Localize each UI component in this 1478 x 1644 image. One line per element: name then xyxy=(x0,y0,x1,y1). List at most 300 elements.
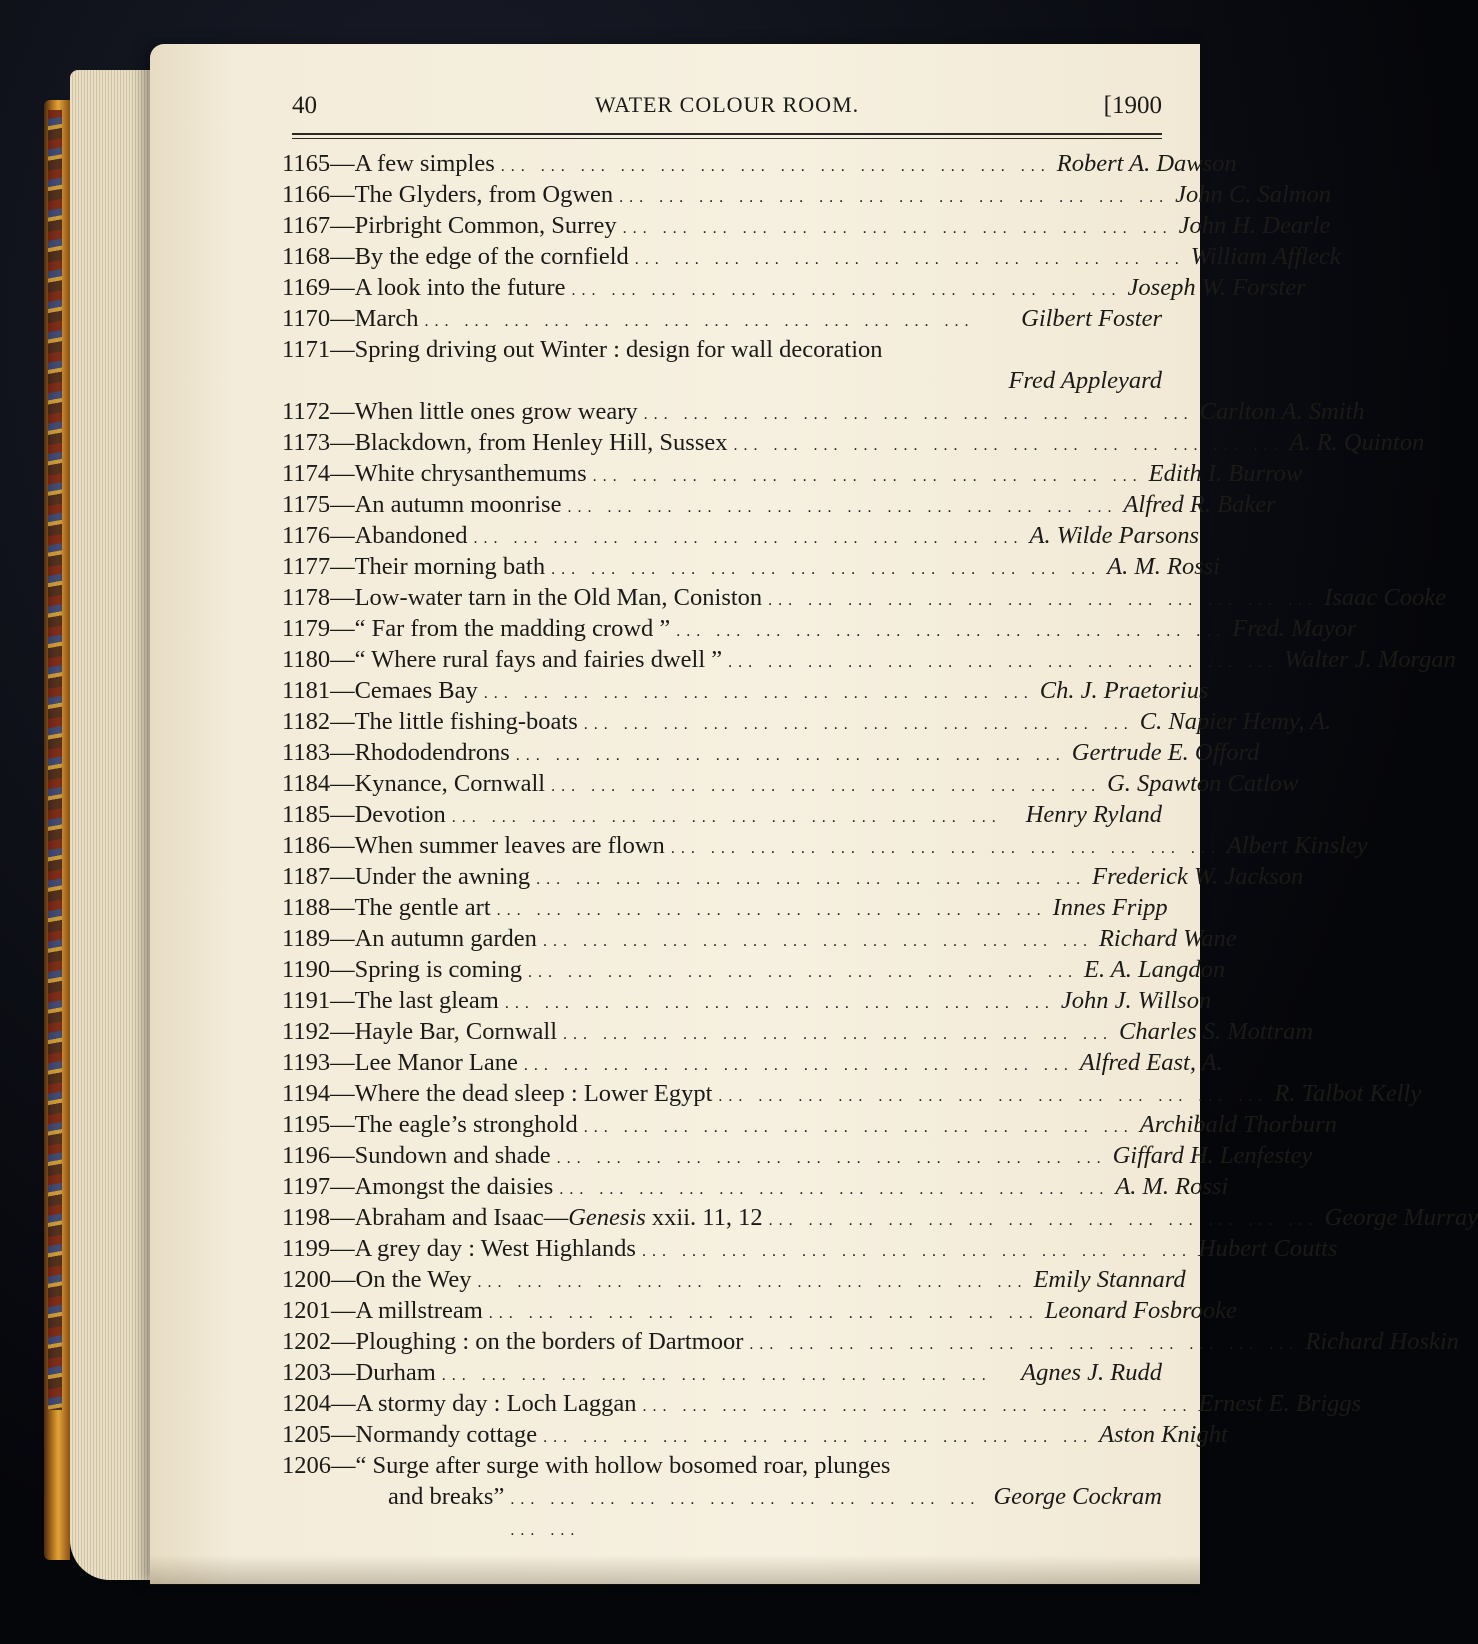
entry-number-value: 1167 xyxy=(282,212,331,239)
entry-title xyxy=(355,613,671,644)
entry-title-text: A grey day : West Highlands xyxy=(354,1235,636,1262)
entry-title xyxy=(355,985,499,1016)
leader-dots: ... ... ... ... ... ... ... ... ... ... ... ... ... ... xyxy=(473,530,1024,547)
entry-number xyxy=(282,1419,356,1450)
header-rule-thick xyxy=(292,133,1162,135)
entry-number xyxy=(282,1233,355,1264)
list-item xyxy=(282,489,1276,520)
entry-dash: — xyxy=(330,584,355,611)
entry-title xyxy=(355,1109,578,1140)
entry-artist: Ch. J. Praetorius xyxy=(1039,677,1209,704)
list-item xyxy=(282,396,1365,427)
entry-number xyxy=(282,520,355,551)
page-year: [1900 xyxy=(1103,92,1162,119)
entry-dash: — xyxy=(330,181,355,208)
entry-title xyxy=(355,458,587,489)
entry-title xyxy=(355,520,468,551)
entry-number xyxy=(282,861,355,892)
entry-artist: Walter J. Morgan xyxy=(1284,646,1456,673)
page-title: WATER COLOUR ROOM. xyxy=(594,92,860,117)
entry-artist: R. Talbot Kelly xyxy=(1274,1080,1422,1107)
leader-dots: ... ... ... ... ... ... ... ... ... ... ... ... ... ... xyxy=(488,1305,1039,1322)
entry-number xyxy=(282,923,355,954)
entry-number xyxy=(282,644,355,675)
list-item xyxy=(282,954,1226,985)
entry-title-text: Blackdown, from Henley Hill, Sussex xyxy=(354,429,728,456)
entry-number-value: 1176 xyxy=(282,522,331,549)
entry-title xyxy=(355,892,491,923)
entry-dash: — xyxy=(330,274,355,301)
entry-number xyxy=(282,1109,355,1140)
entry-artist: Charles S. Mottram xyxy=(1119,1018,1314,1045)
entry-number xyxy=(282,1047,355,1078)
entry-artist: Robert A. Dawson xyxy=(1056,150,1237,177)
entry-title xyxy=(355,1078,713,1109)
leader-dots: ... ... ... ... ... ... ... ... ... ... ... ... ... ... xyxy=(670,840,1221,857)
leader-dots: ... ... ... ... ... ... ... ... ... ... ... ... ... ... xyxy=(634,251,1185,268)
entry-title-text: The little fishing-boats xyxy=(354,708,578,735)
leader-dots: ... ... ... ... ... ... ... ... ... ... ... ... ... ... xyxy=(551,561,1102,578)
entry-title-text: Hayle Bar, Cornwall xyxy=(354,1018,558,1045)
leader-dots: ... ... ... ... ... ... ... ... ... ... ... ... ... ... xyxy=(619,189,1170,206)
entry-dash: — xyxy=(330,677,355,704)
leader-dots: ... ... ... ... ... ... ... ... ... ... ... ... ... ... xyxy=(718,1088,1269,1105)
entry-title-text: Kynance, Cornwall xyxy=(354,770,546,797)
entry-number xyxy=(282,1357,356,1388)
entry-number-value: 1165 xyxy=(282,150,331,177)
entry-artist: Alfred R. Baker xyxy=(1123,491,1276,518)
entry-number-value: 1183 xyxy=(282,739,331,766)
entry-title-text: White chrysanthemums xyxy=(354,460,587,487)
entry-dash: — xyxy=(331,1359,356,1386)
entry-artist: Agnes J. Rudd xyxy=(1021,1359,1162,1386)
catalogue-list xyxy=(282,148,1478,1539)
entry-artist: Fred Appleyard xyxy=(1008,367,1162,394)
leader-dots: ... ... ... ... ... ... ... ... ... ... ... ... ... ... xyxy=(583,716,1134,733)
leader-dots: ... ... ... ... ... ... ... ... ... ... ... ... ... ... xyxy=(563,1026,1114,1043)
header-rule-thin xyxy=(292,138,1162,139)
entry-title xyxy=(355,1233,636,1264)
entry-number-value: 1181 xyxy=(282,677,331,704)
entry-title-text: “ Where rural fays and fairies dwell ” xyxy=(354,646,723,673)
entry-number-value: 1178 xyxy=(282,584,331,611)
leader-dots: ... ... ... ... ... ... ... ... ... ... ... ... ... ... xyxy=(592,468,1143,485)
list-item xyxy=(282,737,1260,768)
entry-title-text: An autumn garden xyxy=(354,925,537,952)
entry-title xyxy=(355,489,562,520)
entry-number xyxy=(282,1202,355,1233)
entry-number-value: 1206 xyxy=(282,1452,331,1479)
entry-artist: Emily Stannard xyxy=(1033,1266,1186,1293)
list-item xyxy=(282,1016,1314,1047)
list-item xyxy=(282,1109,1337,1140)
entry-artist: Isaac Cooke xyxy=(1324,584,1446,611)
entry-title xyxy=(356,1264,472,1295)
entry-title-text: Under the awning xyxy=(354,863,531,890)
entry-dash: — xyxy=(330,1204,355,1231)
entry-number-value: 1185 xyxy=(282,801,331,828)
entry-title: Spring driving out Winter : design for wall decoration xyxy=(354,336,883,363)
leader-dots: ... ... ... ... ... ... ... ... ... ... ... ... ... ... xyxy=(642,1398,1193,1415)
entry-number-value: 1195 xyxy=(282,1111,331,1138)
entry-artist: Richard Wane xyxy=(1098,925,1237,952)
entry-title-text: Abandoned xyxy=(354,522,468,549)
entry-number-value: 1168 xyxy=(282,243,331,270)
entry-number-value: 1177 xyxy=(282,553,331,580)
entry-title xyxy=(356,1357,436,1388)
entry-artist: John H. Dearle xyxy=(1178,212,1331,239)
entry-number xyxy=(282,1326,356,1357)
entry-number xyxy=(282,613,355,644)
list-item xyxy=(282,1202,1478,1233)
entry-dash: — xyxy=(330,1173,355,1200)
entry-title-text: A millstream xyxy=(355,1297,483,1324)
entry-title xyxy=(355,148,495,179)
entry-title xyxy=(355,1016,557,1047)
entry-artist: George Cockram xyxy=(993,1483,1162,1510)
entry-number xyxy=(282,1264,356,1295)
list-item xyxy=(282,1388,1362,1419)
entry-number xyxy=(282,1295,356,1326)
entry-title-text: A stormy day : Loch Laggan xyxy=(355,1390,637,1417)
entry-artist: Henry Ryland xyxy=(1025,801,1162,828)
entry-artist: Joseph W. Forster xyxy=(1127,274,1306,301)
entry-artist: George Murray xyxy=(1324,1204,1478,1231)
list-item xyxy=(282,303,1162,334)
list-item xyxy=(282,551,1221,582)
entry-title-text: The gentle art xyxy=(354,894,491,921)
list-item xyxy=(282,830,1368,861)
entry-dash: — xyxy=(330,1142,355,1169)
entry-title-text: Amongst the daisies xyxy=(354,1173,554,1200)
entry-number xyxy=(282,830,355,861)
leader-dots: ... ... ... ... ... ... ... ... ... ... ... ... ... ... xyxy=(523,1057,1074,1074)
entry-title xyxy=(355,1171,554,1202)
entry-title xyxy=(355,737,510,768)
entry-artist: Edith I. Burrow xyxy=(1148,460,1303,487)
entry-artist: Leonard Fosbrooke xyxy=(1044,1297,1237,1324)
entry-number xyxy=(282,954,355,985)
entry-dash: — xyxy=(330,708,355,735)
entry-title-text: Where the dead sleep : Lower Egypt xyxy=(354,1080,713,1107)
entry-title-text: By the edge of the cornfield xyxy=(354,243,629,270)
entry-number xyxy=(282,551,355,582)
leader-dots: ... ... ... ... ... ... ... ... ... ... ... ... ... ... xyxy=(500,158,1051,175)
entry-dash: — xyxy=(330,398,355,425)
entry-title xyxy=(355,582,763,613)
entry-title xyxy=(355,644,723,675)
list-item xyxy=(282,241,1341,272)
entry-title-text: Their morning bath xyxy=(354,553,546,580)
entry-dash: — xyxy=(330,336,355,363)
leader-dots: ... ... ... ... ... ... ... ... ... ... ... ... ... ... xyxy=(551,778,1102,795)
list-item xyxy=(282,334,1162,365)
entry-title: “ Surge after surge with hollow bosomed roar, plunges xyxy=(355,1452,891,1479)
entry-artist: A. Wilde Parsons xyxy=(1029,522,1200,549)
entry-dash: — xyxy=(330,212,355,239)
entry-title xyxy=(355,1047,518,1078)
leader-dots: ... ... ... ... ... ... ... ... ... ... ... ... ... ... xyxy=(643,406,1194,423)
leader-dots: ... ... ... ... ... ... ... ... ... ... ... ... ... ... xyxy=(543,1429,1094,1446)
leader-dots: ... ... ... ... ... ... ... ... ... ... ... ... ... ... xyxy=(559,1181,1110,1198)
entry-number xyxy=(282,458,355,489)
entry-title-text: Normandy cottage xyxy=(355,1421,538,1448)
leader-dots: ... ... ... ... ... ... ... ... ... ... ... ... ... ... xyxy=(556,1150,1107,1167)
entry-number-value: 1169 xyxy=(282,274,331,301)
entry-title xyxy=(356,1388,637,1419)
entry-dash: — xyxy=(330,646,355,673)
entry-title xyxy=(355,923,537,954)
entry-dash: — xyxy=(331,1452,356,1479)
entry-dash: — xyxy=(330,925,355,952)
entry-title xyxy=(355,303,419,334)
entry-number-value: 1184 xyxy=(282,770,331,797)
list-item xyxy=(282,861,1304,892)
entry-dash: — xyxy=(330,305,355,332)
leader-dots: ... ... ... ... ... ... ... ... ... ... ... ... ... ... xyxy=(515,747,1066,764)
entry-number xyxy=(282,272,355,303)
list-item xyxy=(282,272,1306,303)
entry-title xyxy=(355,954,522,985)
entry-artist: Giffard H. Lenfestey xyxy=(1112,1142,1313,1169)
entry-number xyxy=(282,737,355,768)
entry-title-text: Abraham and Isaac— xyxy=(354,1204,569,1231)
leader-dots: ... ... ... ... ... ... ... ... ... ... ... ... ... ... xyxy=(571,282,1122,299)
entry-number-value: 1189 xyxy=(282,925,331,952)
leader-dots: ... ... ... ... ... ... ... ... ... ... ... ... ... ... xyxy=(768,592,1319,609)
entry-number xyxy=(282,489,355,520)
leader-dots: ... ... ... ... ... ... ... ... ... ... ... ... ... ... xyxy=(536,871,1087,888)
entry-title-text: Cemaes Bay xyxy=(354,677,478,704)
entry-title-reference: Genesis xyxy=(568,1204,646,1231)
entry-number xyxy=(282,675,355,706)
entry-number xyxy=(282,1388,356,1419)
entry-number xyxy=(282,427,355,458)
list-item xyxy=(282,1419,1228,1450)
list-item xyxy=(282,768,1299,799)
entry-number xyxy=(282,582,355,613)
entry-artist: C. Napier Hemy, A. xyxy=(1139,708,1332,735)
entry-dash: — xyxy=(330,1018,355,1045)
entry-number-value: 1197 xyxy=(282,1173,331,1200)
entry-dash: — xyxy=(330,770,355,797)
entry-number-value: 1190 xyxy=(282,956,331,983)
page-header xyxy=(292,92,1162,132)
list-item xyxy=(282,1450,1162,1481)
entry-number xyxy=(282,892,355,923)
entry-title-text: Durham xyxy=(355,1359,436,1386)
leader-dots: ... ... ... ... ... ... ... ... ... ... ... ... ... ... xyxy=(496,902,1047,919)
entry-title-text: A few simples xyxy=(354,150,495,177)
entry-title xyxy=(355,830,665,861)
list-item xyxy=(282,675,1209,706)
entry-title xyxy=(355,1202,763,1233)
list-item xyxy=(282,1047,1223,1078)
entry-number-value: 1170 xyxy=(282,305,331,332)
leader-dots: ... ... ... ... ... ... ... ... ... ... ... ... ... ... xyxy=(583,1119,1134,1136)
list-item xyxy=(282,148,1237,179)
entry-title-continued: and breaks” xyxy=(388,1483,505,1510)
entry-number xyxy=(282,1171,355,1202)
entry-number xyxy=(282,799,355,830)
entry-number-value: 1205 xyxy=(282,1421,331,1448)
entry-number-value: 1187 xyxy=(282,863,331,890)
entry-number-value: 1174 xyxy=(282,460,331,487)
entry-title-text: The eagle’s stronghold xyxy=(354,1111,578,1138)
entry-artist: Innes Fripp xyxy=(1052,894,1168,921)
entry-artist: A. M. Rossi xyxy=(1107,553,1221,580)
entry-number xyxy=(282,396,355,427)
entry-dash: — xyxy=(330,863,355,890)
entry-title-text: Low-water tarn in the Old Man, Coniston xyxy=(354,584,763,611)
entry-number-value: 1200 xyxy=(282,1266,331,1293)
entry-number-value: 1191 xyxy=(282,987,331,1014)
entry-dash: — xyxy=(331,1328,356,1355)
list-item xyxy=(282,1140,1313,1171)
list-item xyxy=(282,520,1200,551)
leader-dots: ... ... ... ... ... ... ... ... ... ... ... ... ... ... xyxy=(451,809,1002,826)
entry-number xyxy=(282,148,355,179)
entry-dash: — xyxy=(331,1421,356,1448)
list-item xyxy=(282,1171,1229,1202)
entry-title xyxy=(356,1326,744,1357)
entry-dash: — xyxy=(330,801,355,828)
list-item xyxy=(282,1078,1422,1109)
entry-title-text: A look into the future xyxy=(354,274,566,301)
entry-number xyxy=(282,210,355,241)
list-item xyxy=(282,1326,1459,1357)
entry-dash: — xyxy=(330,832,355,859)
entry-number-value: 1186 xyxy=(282,832,331,859)
entry-dash: — xyxy=(331,1266,356,1293)
entry-number-value: 1198 xyxy=(282,1204,331,1231)
entry-title xyxy=(355,706,578,737)
marbled-edge xyxy=(48,110,62,1410)
entry-title xyxy=(355,241,629,272)
entry-artist: Gilbert Foster xyxy=(1021,305,1162,332)
entry-artist: Archibald Thorburn xyxy=(1139,1111,1337,1138)
entry-number-value: 1192 xyxy=(282,1018,331,1045)
entry-title xyxy=(355,675,478,706)
page-bottom-shadow xyxy=(150,1555,1200,1585)
entry-dash: — xyxy=(330,1111,355,1138)
leader-dots: ... ... ... ... ... ... ... ... ... ... ... ... ... ... xyxy=(441,1367,992,1384)
entry-dash: — xyxy=(330,1049,355,1076)
entry-number-value: 1179 xyxy=(282,615,331,642)
entry-title-text: The last gleam xyxy=(354,987,499,1014)
entry-dash: — xyxy=(330,429,355,456)
entry-number xyxy=(282,985,355,1016)
page-number: 40 xyxy=(292,92,317,119)
entry-title-text: Devotion xyxy=(354,801,446,828)
list-item xyxy=(282,179,1331,210)
list-item xyxy=(282,1264,1186,1295)
entry-number xyxy=(282,303,355,334)
entry-number-value: 1175 xyxy=(282,491,331,518)
entry-artist: John C. Salmon xyxy=(1175,181,1331,208)
list-item xyxy=(282,799,1162,830)
entry-artist: William Affleck xyxy=(1190,243,1341,270)
entry-number-value: 1182 xyxy=(282,708,331,735)
entry-dash: — xyxy=(330,460,355,487)
entry-title-text: When little ones grow weary xyxy=(354,398,638,425)
leader-dots: ... ... ... ... ... ... ... ... ... ... ... ... ... ... xyxy=(424,313,975,330)
leader-dots: ... ... ... ... ... ... ... ... ... ... ... ... ... ... xyxy=(749,1336,1300,1353)
entry-dash: — xyxy=(330,243,355,270)
entry-title-text: Lee Manor Lane xyxy=(354,1049,518,1076)
entry-title-text: When summer leaves are flown xyxy=(354,832,665,859)
entry-number xyxy=(282,179,355,210)
entry-title-text: Pirbright Common, Surrey xyxy=(354,212,617,239)
entry-title xyxy=(355,179,614,210)
entry-number-value: 1180 xyxy=(282,646,331,673)
entry-number-value: 1202 xyxy=(282,1328,331,1355)
entry-number-value: 1193 xyxy=(282,1049,331,1076)
entry-title xyxy=(355,551,546,582)
list-item xyxy=(282,706,1332,737)
entry-number-value: 1201 xyxy=(282,1297,331,1324)
list-item xyxy=(282,1357,1162,1388)
entry-artist: Gertrude E. Offord xyxy=(1071,739,1260,766)
entry-number xyxy=(282,1140,355,1171)
list-item xyxy=(282,210,1331,241)
entry-dash: — xyxy=(330,491,355,518)
entry-title-text: On the Wey xyxy=(355,1266,472,1293)
entry-title xyxy=(355,427,728,458)
entry-number-value: 1166 xyxy=(282,181,331,208)
list-item xyxy=(282,1233,1338,1264)
entry-title-text: Rhododendrons xyxy=(354,739,510,766)
list-item xyxy=(282,458,1303,489)
entry-number xyxy=(282,1078,355,1109)
entry-dash: — xyxy=(331,1390,356,1417)
list-item-continued xyxy=(282,365,1162,396)
leader-dots: ... ... ... ... ... ... ... ... ... ... ... ... ... ... xyxy=(733,437,1284,454)
entry-number xyxy=(282,1016,355,1047)
entry-artist: Carlton A. Smith xyxy=(1199,398,1365,425)
entry-number-value: 1199 xyxy=(282,1235,331,1262)
entry-title xyxy=(355,210,617,241)
entry-artist: A. R. Quinton xyxy=(1289,429,1425,456)
entry-number-value: 1188 xyxy=(282,894,331,921)
entry-title xyxy=(356,1295,483,1326)
entry-number xyxy=(282,334,355,365)
leader-dots: ... ... ... ... ... ... ... ... ... ... ... ... ... ... xyxy=(567,499,1118,516)
list-item xyxy=(282,923,1237,954)
entry-title-text: Sundown and shade xyxy=(354,1142,551,1169)
entry-artist: Richard Hoskin xyxy=(1305,1328,1459,1355)
entry-artist: Aston Knight xyxy=(1099,1421,1228,1448)
entry-artist: Alfred East, A. xyxy=(1079,1049,1223,1076)
leader-dots: ... ... ... ... ... ... ... ... ... ... ... ... ... ... xyxy=(528,964,1079,981)
entry-dash: — xyxy=(331,1297,356,1324)
entry-number-value: 1203 xyxy=(282,1359,331,1386)
entry-title-text: An autumn moonrise xyxy=(354,491,562,518)
leader-dots: ... ... ... ... ... ... ... ... ... ... ... ... ... ... xyxy=(483,685,1034,702)
list-item-continued xyxy=(282,1481,1162,1539)
entry-number xyxy=(282,768,355,799)
list-item xyxy=(282,613,1357,644)
leader-dots: ... ... ... ... ... ... ... ... ... ... ... ... ... ... xyxy=(542,933,1093,950)
entry-title xyxy=(356,1419,538,1450)
entry-title-text: “ Far from the madding crowd ” xyxy=(354,615,671,642)
entry-number-value: 1171 xyxy=(282,336,331,363)
entry-dash: — xyxy=(330,956,355,983)
entry-artist: E. A. Langdon xyxy=(1084,956,1226,983)
entry-dash: — xyxy=(330,987,355,1014)
leader-dots: ... ... ... ... ... ... ... ... ... ... ... ... ... ... xyxy=(768,1212,1319,1229)
list-item xyxy=(282,1295,1237,1326)
